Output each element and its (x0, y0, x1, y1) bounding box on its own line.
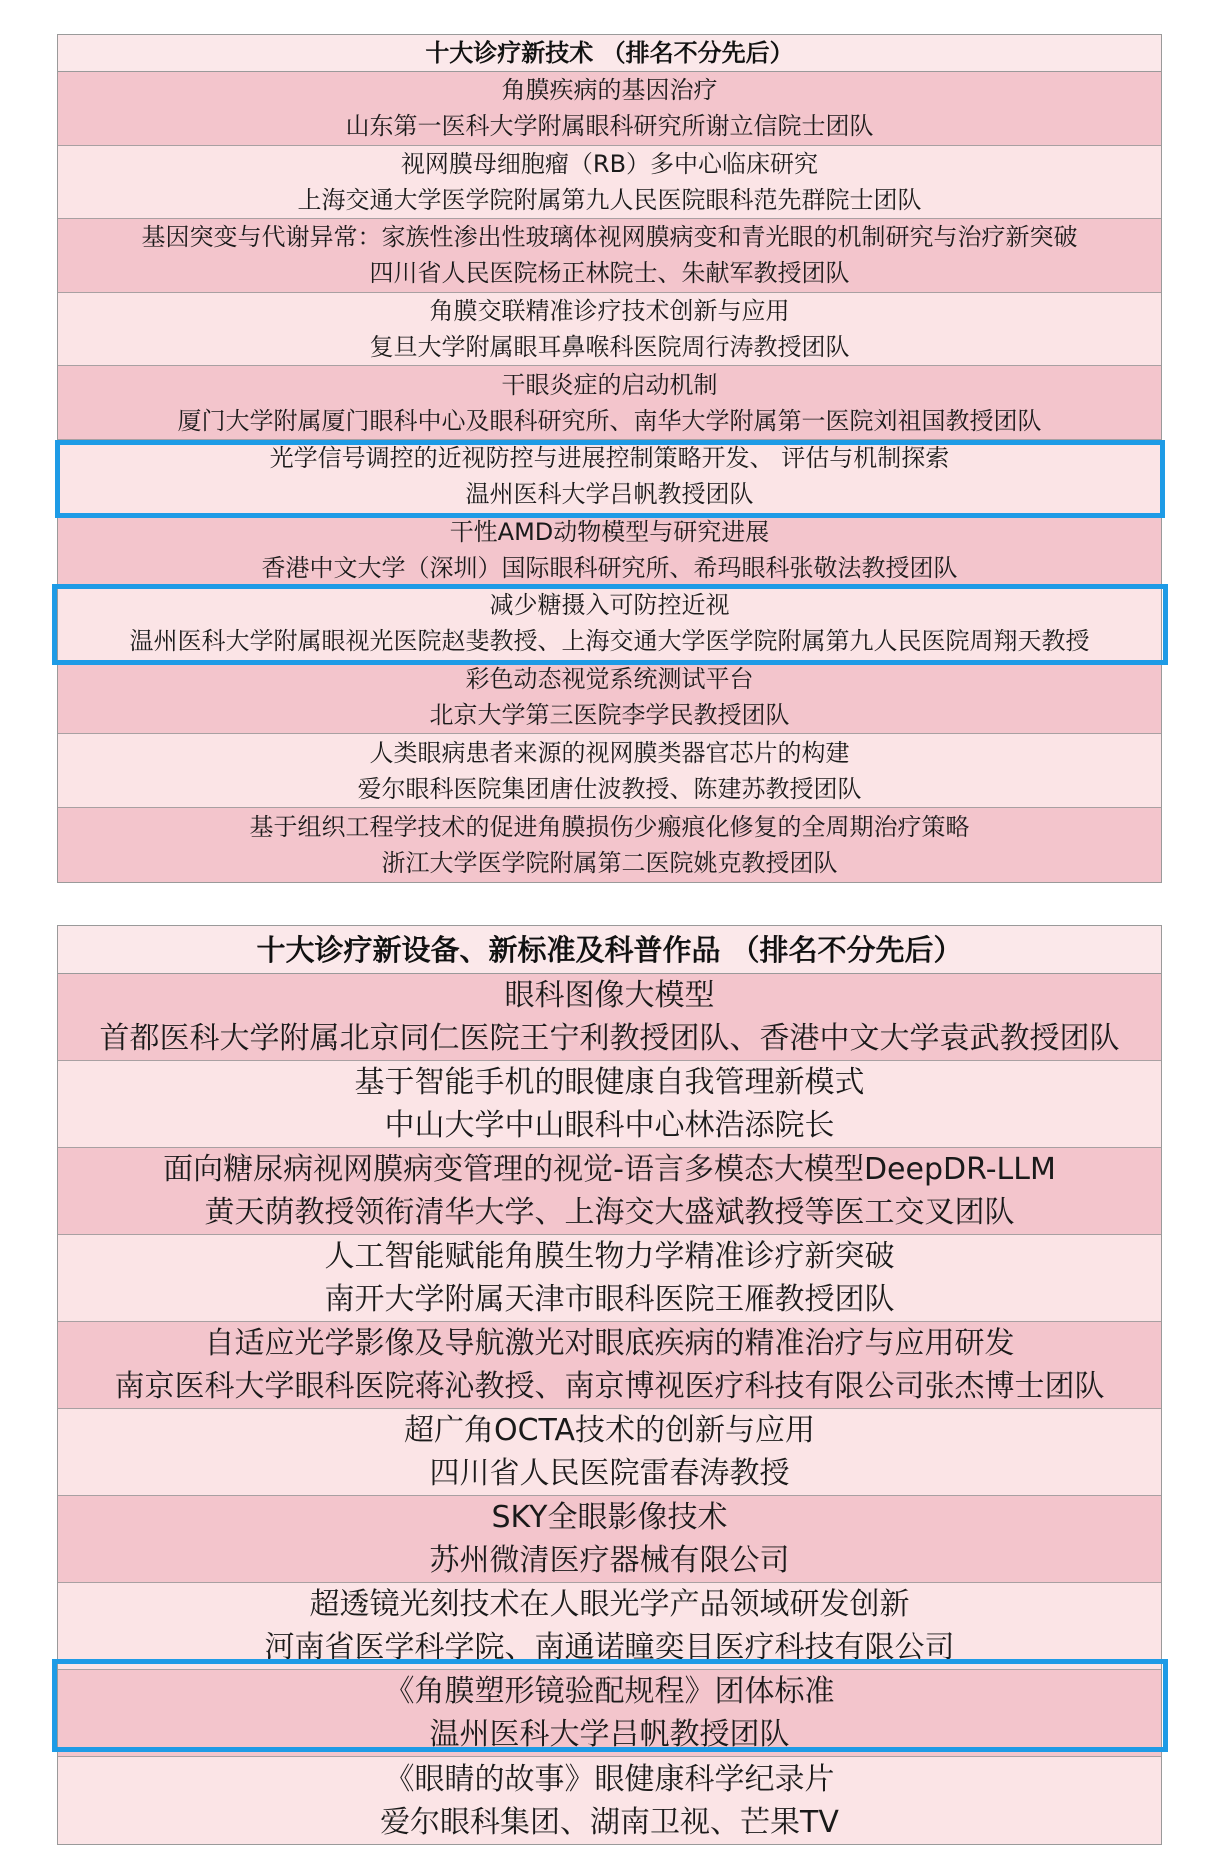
row-team: 首都医科大学附属北京同仁医院王宁利教授团队、香港中文大学袁武教授团队 (99, 1021, 1120, 1056)
row-team: 四川省人民医院雷春涛教授 (429, 1456, 790, 1491)
row-team: 黄天荫教授领衔清华大学、上海交大盛斌教授等医工交叉团队 (204, 1195, 1015, 1230)
table-row (58, 808, 1161, 882)
table-row (58, 1061, 1161, 1148)
row-title: 干眼炎症的启动机制 (501, 370, 718, 399)
row-team: 北京大学第三医院李学民教授团队 (429, 701, 790, 730)
row-team: 香港中文大学（深圳）国际眼科研究所、希玛眼科张敬法教授团队 (261, 553, 958, 582)
row-team: 厦门大学附属厦门眼科中心及眼科研究所、南华大学附属第一医院刘祖国教授团队 (177, 406, 1042, 435)
table-row (58, 1235, 1161, 1322)
table-row (58, 661, 1161, 735)
row-title: 眼科图像大模型 (504, 978, 715, 1013)
row-title: 彩色动态视觉系统测试平台 (465, 665, 754, 694)
row-title: 减少糖摄入可防控近视 (489, 591, 730, 620)
table-row (58, 587, 1161, 661)
row-team: 南京医科大学眼科医院蒋沁教授、南京博视医疗科技有限公司张杰博士团队 (114, 1369, 1105, 1404)
row-title: 人工智能赋能角膜生物力学精准诊疗新突破 (324, 1239, 895, 1274)
row-team: 中山大学中山眼科中心林浩添院长 (384, 1108, 835, 1143)
row-title: 基因突变与代谢异常：家族性渗出性玻璃体视网膜病变和青光眼的机制研究与治疗新突破 (141, 223, 1078, 252)
table-row (58, 974, 1161, 1061)
row-title: 视网膜母细胞瘤（RB）多中心临床研究 (400, 149, 819, 178)
table-row (58, 1670, 1161, 1757)
tech-table-header: 十大诊疗新技术 （排名不分先后） (58, 35, 1161, 72)
table-row (58, 440, 1161, 514)
row-title: 基于组织工程学技术的促进角膜损伤少瘢痕化修复的全周期治疗策略 (249, 812, 970, 841)
table-row (58, 514, 1161, 588)
row-title: 面向糖尿病视网膜病变管理的视觉-语言多模态大模型DeepDR-LLM (163, 1152, 1056, 1187)
row-title: 角膜疾病的基因治疗 (501, 76, 718, 105)
row-team: 温州医科大学吕帆教授团队 (465, 480, 754, 509)
table-row (58, 1148, 1161, 1235)
row-team: 四川省人民医院杨正林院士、朱献军教授团队 (369, 259, 850, 288)
row-team: 温州医科大学附属眼视光医院赵斐教授、上海交通大学医学院附属第九人民医院周翔天教授 (129, 627, 1090, 656)
row-team: 山东第一医科大学附属眼科研究所谢立信院士团队 (345, 112, 874, 141)
row-title: 基于智能手机的眼健康自我管理新模式 (354, 1065, 865, 1100)
device-table (57, 925, 1162, 1845)
row-title: SKY全眼影像技术 (491, 1500, 728, 1535)
table-row (58, 366, 1161, 440)
row-title: 人类眼病患者来源的视网膜类器官芯片的构建 (369, 738, 850, 767)
row-title: 《眼睛的故事》眼健康科学纪录片 (384, 1761, 835, 1797)
row-title: 超透镜光刻技术在人眼光学产品领域研发创新 (309, 1587, 910, 1622)
table-row (58, 293, 1161, 367)
row-title: 自适应光学影像及导航激光对眼底疾病的精准治疗与应用研发 (204, 1326, 1015, 1361)
table-row (58, 1496, 1161, 1583)
table-row (58, 1409, 1161, 1496)
table-row (58, 72, 1161, 146)
row-title: 超广角OCTA技术的创新与应用 (403, 1413, 816, 1448)
table-row (58, 1757, 1161, 1844)
row-team: 苏州微清医疗器械有限公司 (429, 1543, 790, 1578)
row-team: 温州医科大学吕帆教授团队 (429, 1717, 790, 1752)
row-team: 爱尔眼科集团、湖南卫视、芒果TV (380, 1804, 839, 1840)
row-title: 光学信号调控的近视防控与进展控制策略开发、 评估与机制探索 (269, 444, 950, 473)
row-title: 角膜交联精准诊疗技术创新与应用 (429, 297, 790, 326)
table-row (58, 219, 1161, 293)
row-team: 上海交通大学医学院附属第九人民医院眼科范先群院士团队 (297, 185, 922, 214)
row-team: 河南省医学科学院、南通诺瞳奕目医疗科技有限公司 (264, 1630, 955, 1665)
row-team: 南开大学附属天津市眼科医院王雁教授团队 (324, 1282, 895, 1317)
table-row (58, 1583, 1161, 1670)
row-team: 复旦大学附属眼耳鼻喉科医院周行涛教授团队 (369, 333, 850, 362)
table-row (58, 146, 1161, 220)
table-row (58, 734, 1161, 808)
table-row (58, 1322, 1161, 1409)
device-table-header: 十大诊疗新设备、新标准及科普作品 （排名不分先后） (58, 926, 1161, 974)
row-title: 干性AMD动物模型与研究进展 (449, 517, 770, 546)
tech-table (57, 34, 1162, 883)
row-title: 《角膜塑形镜验配规程》团体标准 (384, 1674, 835, 1709)
row-team: 浙江大学医学院附属第二医院姚克教授团队 (381, 848, 838, 877)
row-team: 爱尔眼科医院集团唐仕波教授、陈建苏教授团队 (357, 774, 862, 803)
